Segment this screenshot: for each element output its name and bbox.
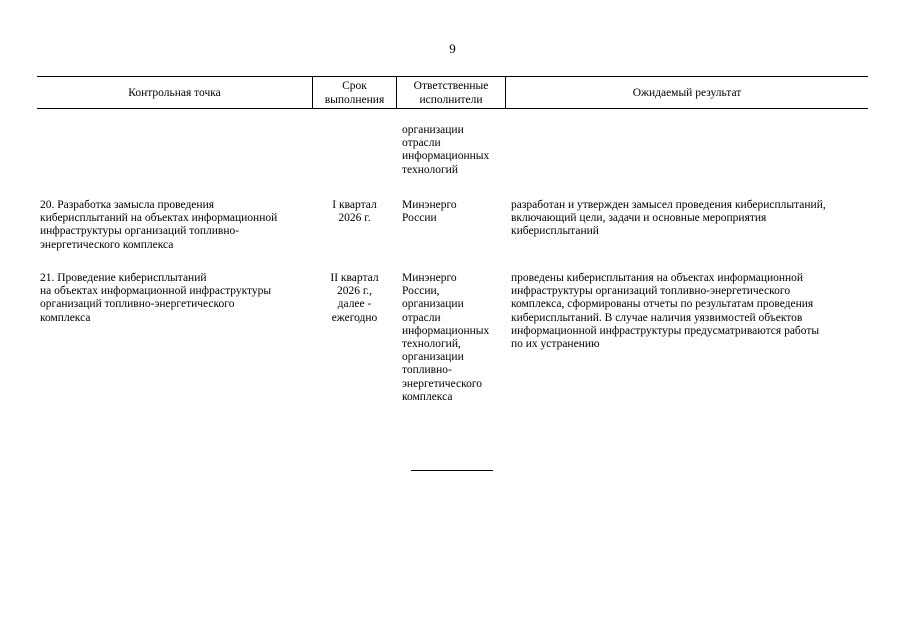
row-21-result: проведены киберисплытания на объектах информационной инфраструктуры организаций топливно-энергетического комплекса, сформированы отчеты по результатам проведения киберисплытаний. В случае наличия уязвимостей объектов информационной инфраструктуры предусматриваются работы по их устранению <box>511 272 820 351</box>
row-21-deadline: II квартал 2026 г., далее - ежегодно <box>330 272 379 324</box>
continuation-responsible: организации отрасли информационных технологий <box>402 124 490 176</box>
header-deadline-label: Срок выполнения <box>324 79 385 106</box>
end-of-document-rule <box>411 470 493 471</box>
row-20-result: разработан и утвержден замысел проведения киберисплытаний, включающий цели, задачи и основные мероприятия киберисплытаний <box>511 199 826 238</box>
page-number: 9 <box>449 41 456 56</box>
row-20-responsible: Минэнерго России <box>402 199 457 225</box>
row-20-checkpoint: 20. Разработка замысла проведения киберисплытаний на объектах информационной инфраструктуры организаций топливно- энергетического комплекса <box>40 199 278 251</box>
header-deadline <box>313 77 396 108</box>
table-header-rule <box>37 108 868 109</box>
row-20-deadline: I квартал 2026 г. <box>332 199 377 225</box>
header-result-label: Ожидаемый результат <box>632 86 742 99</box>
row-21-checkpoint: 21. Проведение киберисплытаний на объектах информационной инфраструктуры организаций топливно-энергетического комплекса <box>40 272 272 324</box>
header-checkpoint-label: Контрольная точка <box>128 86 221 99</box>
header-checkpoint <box>37 77 312 108</box>
row-21-responsible: Минэнерго России, организации отрасли информационных технологий, организации топливно- энергетического комплекса <box>402 272 490 403</box>
header-responsible-label: Ответственные исполнители <box>413 79 489 106</box>
header-responsible <box>397 77 505 108</box>
header-result <box>506 77 868 108</box>
